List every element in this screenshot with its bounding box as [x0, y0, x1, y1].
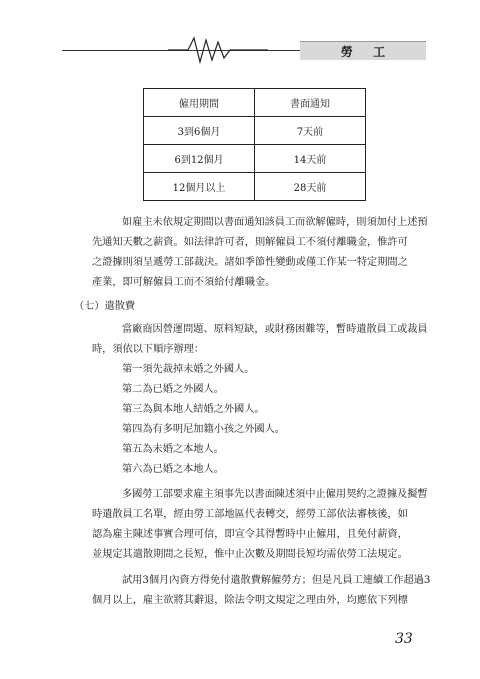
list-item: 第四為有多明尼加籍小孩之外國人。 [122, 424, 285, 435]
section-tab: 勞 工 [300, 41, 426, 60]
text-line: 時，須依以下順序辦理： [92, 344, 205, 355]
table-row [144, 117, 366, 145]
text-line: 如雇主未依規定期間以書面通知該員工而欲解僱時，則須加付上述預 [122, 217, 428, 228]
list-item: 第一須先裁掉未婚之外國人。 [122, 364, 255, 375]
paragraph-dismissal-notice [92, 213, 428, 293]
table-header-cell: 僱用期間 [144, 89, 255, 117]
text-line: 之證據則須呈遞勞工部裁決。諸如季節性變動或僅工作某一特定期間之 [92, 257, 408, 268]
layoff-order-list [122, 360, 452, 480]
table-cell: 14天前 [255, 145, 366, 173]
list-item: 第二為已婚之外國人。 [122, 384, 224, 395]
text-line: 並規定其遣散期間之長短，惟中止次數及期間長短均需依勞工法規定。 [92, 549, 408, 560]
page-number: 33 [395, 631, 413, 647]
pulse-line-icon [168, 34, 268, 66]
table-row [144, 145, 366, 173]
text-line: 時遣散員工名單，經由勞工部地區代表轉交，經勞工部依法審核後，如 [92, 509, 408, 520]
table-cell: 6到12個月 [144, 145, 255, 173]
text-line: 當廠商因營運問題、原料短缺，或財務困難等，暫時遣散員工或裁員 [122, 324, 428, 335]
table-row [144, 173, 366, 201]
table-cell: 7天前 [255, 117, 366, 145]
list-item: 第六為已婚之本地人。 [122, 464, 224, 475]
text-line: 個月以上，雇主欲將其辭退，除法令明文規定之理由外，均應依下列標 [92, 595, 408, 606]
text-line: 產業，即可解僱員工而不須給付離職金。 [92, 277, 276, 288]
paragraph-ministry-review [92, 485, 428, 565]
text-line: 先通知天數之薪資。如法律許可者，則解僱員工不須付離職金，惟許可 [92, 237, 408, 248]
paragraph-layoff-intro [92, 320, 428, 360]
paragraph-probation [92, 571, 431, 611]
section-heading: （七）遣散費 [74, 301, 136, 312]
table-cell: 28天前 [255, 173, 366, 201]
text-line: 認為雇主陳述事實合理可信，即宣令其得暫時中止僱用，且免付薪資， [92, 529, 408, 540]
table-header-cell: 書面通知 [255, 89, 366, 117]
list-item: 第三為與本地人結婚之外國人。 [122, 404, 265, 415]
text-line: 試用3個月內資方得免付遣散費解僱勞方；但是凡員工連續工作超過3 [122, 575, 431, 586]
notice-period-table [143, 88, 366, 201]
list-item: 第五為未婚之本地人。 [122, 444, 224, 455]
text-line: 多國勞工部要求雇主須事先以書面陳述須中止僱用契約之證據及擬暫 [122, 489, 428, 500]
table-header-row [144, 89, 366, 117]
table-cell: 3到6個月 [144, 117, 255, 145]
table-cell: 12個月以上 [144, 173, 255, 201]
